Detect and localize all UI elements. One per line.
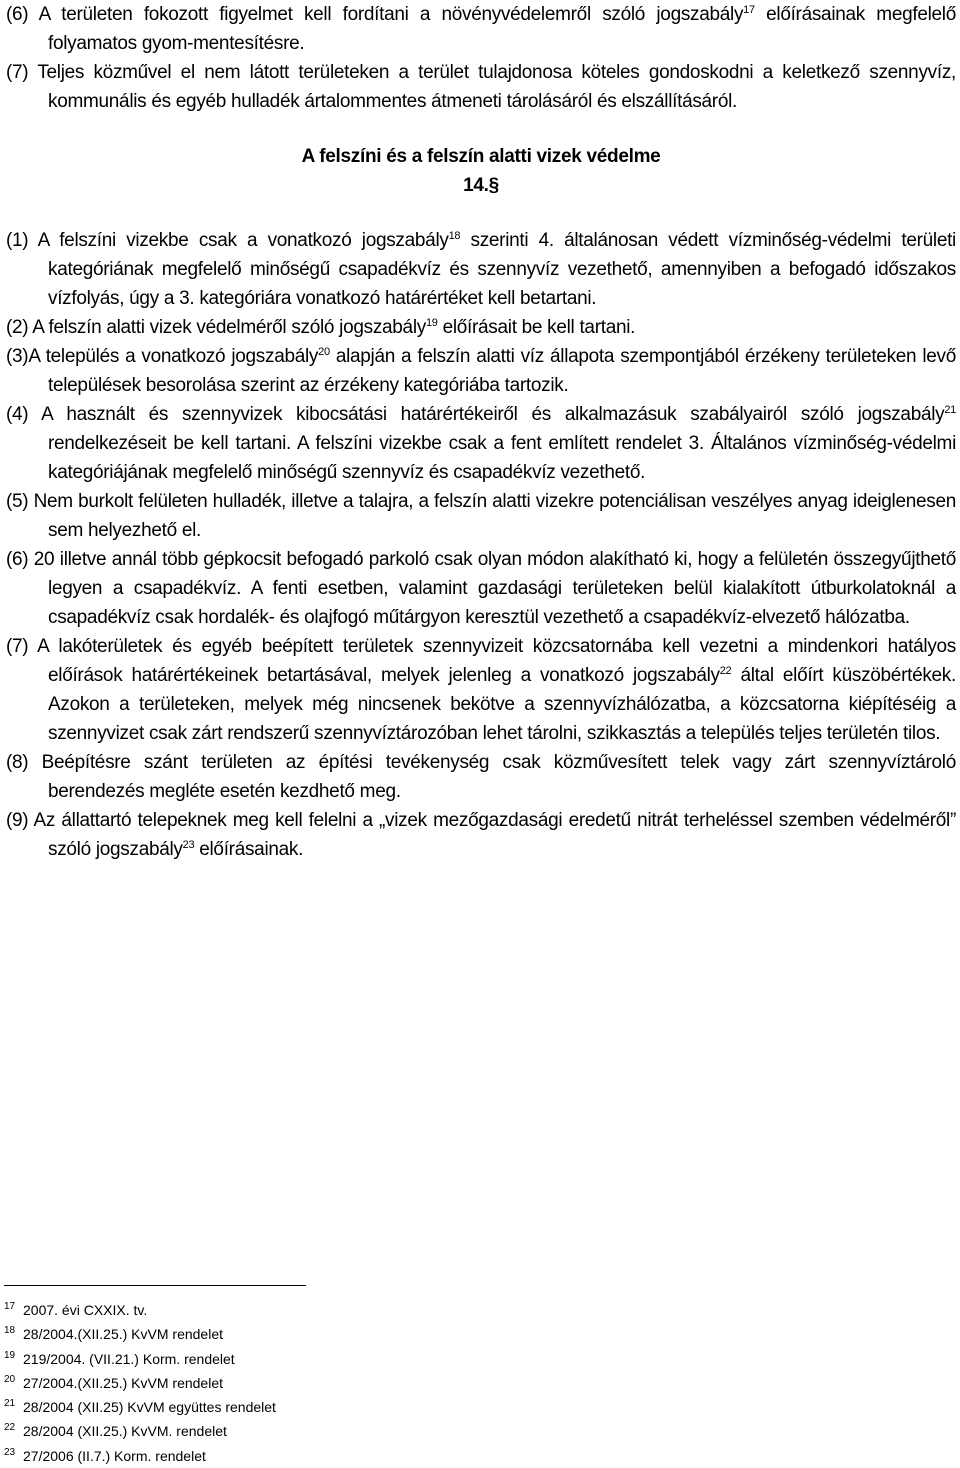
footnote-text: 28/2004.(XII.25.) KvVM rendelet (23, 1326, 223, 1343)
footnote-text: 28/2004 (XII.25.) KvVM. rendelet (23, 1423, 227, 1440)
paragraph-text: (7) Teljes közművel el nem látott területeken a terület tulajdonosa köteles gondoskodni a keletkező szennyvíz, kommunális és egyéb hulladék ártalommentes átmeneti tárolásáról és elszállításáról. (6, 62, 956, 112)
paragraph-8 (6, 748, 956, 806)
footnote-text: 27/2006 (II.7.) Korm. rendelet (23, 1447, 206, 1464)
footnote-23: $^{23}$ 27/2006 (II.7.) Korm. rendelet (4, 1446, 206, 1464)
paragraph-text: előírásainak megfelelő folyamatos gyom-mentesítésre. (48, 4, 956, 54)
footnote-separator (4, 1285, 306, 1286)
footnote-ref[interactable]: 18 (448, 230, 461, 242)
section-14-paragraphs (6, 226, 956, 864)
footnote-text: 2007. évi CXXIX. tv. (23, 1302, 148, 1318)
paragraph-text: (7) A lakóterületek és egyéb beépített területek szennyvizeit közcsatornába kell vezetni a mindenkori hatályos előírások határértékeinek betartásával, melyek jelenleg a vonatkozó jogszabály (6, 636, 956, 686)
paragraph-1 (6, 226, 956, 313)
paragraph-text: (1) A felszíni vizekbe csak a vonatkozó jogszabály (6, 230, 449, 251)
paragraph-text: (6) A területen fokozott figyelmet kell fordítani a növényvédelemről szóló jogszabály (6, 4, 744, 25)
footnote-17: $^{17}$ 2007. évi CXXIX. tv. (4, 1301, 148, 1318)
paragraph-text: (4) A használt és szennyvizek kibocsátási határértékeiről és alkalmazásuk szabályairól szóló jogszabály (6, 404, 945, 425)
paragraph-text: (6) 20 illetve annál több gépkocsit befogadó parkoló csak olyan módon alakítható ki, hogy a felületén összegyűjthető legyen a csapadékvíz. A fenti esetben, valamint gazdasági területeken belül kialakított útburkolatoknál a csapadékvíz csak hordalék- és olajfogó műtárgyon keresztül vezethető a csapadékvíz-elvezető hálózatba. (6, 549, 956, 628)
footnote-text: 28/2004 (XII.25) KvVM együttes rendelet (23, 1399, 276, 1416)
section-sign-icon: § (488, 175, 499, 196)
paragraph-5 (6, 487, 956, 545)
paragraph-text: szerinti 4. általánosan védett vízminőség-védelmi területi kategóriának megfelelő minőségű csapadékvíz és szennyvíz vezethető, amennyiben a befogadó időszakos vízfolyás, úgy a 3. kategóriára vonatkozó határértéket kell betartani. (48, 230, 956, 309)
paragraph-text: (5) Nem burkolt felületen hulladék, illetve a talajra, a felszín alatti vizekre potenciálisan veszélyes anyag ideiglenesen sem helyezhető el. (6, 491, 956, 541)
section-title: A felszíni és a felszín alatti vizek védelme (301, 146, 661, 167)
paragraph-text: által előírt küszöbértékek. Azokon a területeken, melyek még nincsenek bekötve a szennyvízhálózatba, a közcsatorna kiépítéséig a szennyvizet csak zárt rendszerű szennyvíztározóban lehet tárolni, szikkasztás a település teljes területén tilos. (48, 665, 956, 744)
paragraph-text: (3)A település a vonatkozó jogszabály (6, 346, 319, 367)
footnote-18: $^{18}$ 28/2004.(XII.25.) KvVM rendelet (4, 1325, 223, 1343)
section-heading (6, 142, 956, 200)
footnotes (4, 1298, 604, 1468)
footnote-21: $^{21}$ 28/2004 (XII.25) KvVM együttes rendelet (4, 1398, 276, 1416)
paragraph-6 (6, 545, 956, 632)
section-number (6, 171, 956, 200)
paragraph-7-utilities (6, 58, 956, 116)
paragraph-9 (6, 806, 956, 864)
paragraph-text: rendelkezéseit be kell tartani. A felszíni vizekbe csak a fent említett rendelet 3. Általános vízminőség-védelmi kategóriájának megfelelő minőségű szennyvíz és csapadékvíz vezethető. (48, 433, 956, 483)
footnote-ref[interactable]: 22 (719, 665, 732, 677)
footnote-22: $^{22}$ 28/2004 (XII.25.) KvVM. rendelet (4, 1422, 227, 1440)
footnote-ref[interactable]: 17 (743, 4, 755, 16)
footnote-ref[interactable]: 19 (425, 317, 438, 329)
footnote-ref[interactable]: 23 (182, 839, 195, 851)
paragraph-text: előírásait be kell tartani. (437, 317, 636, 338)
footnote-ref[interactable]: 20 (318, 346, 330, 358)
paragraph-text: alapján a felszín alatti víz állapota szempontjából érzékeny területeken levő települések besorolása szerint az érzékeny kategóriába tartozik. (48, 346, 957, 396)
footnote-text: 27/2004.(XII.25.) KvVM rendelet (23, 1374, 223, 1391)
paragraph-text: (8) Beépítésre szánt területen az építési tevékenység csak közművesített telek vagy zárt szennyvíztároló berendezés megléte esetén kezdhető meg. (6, 752, 956, 802)
paragraph-3 (6, 342, 956, 400)
paragraph-text: előírásainak. (194, 839, 304, 860)
paragraph-4 (6, 400, 956, 487)
section-number-text: 14. (463, 175, 489, 196)
top-paragraphs (6, 0, 956, 116)
paragraph-text: (9) Az állattartó telepeknek meg kell felelni a „vizek mezőgazdasági eredetű nitrát terheléssel szemben védelméről” szóló jogszabály (6, 810, 956, 860)
paragraph-7 (6, 632, 956, 748)
footnote-19: $^{19}$ 219/2004. (VII.21.) Korm. rendelet (4, 1349, 235, 1367)
paragraph-text: (2) A felszín alatti vizek védelméről szóló jogszabály (6, 317, 426, 338)
paragraph-2 (6, 313, 956, 342)
footnote-20: $^{20}$ 27/2004.(XII.25.) KvVM rendelet (4, 1373, 223, 1391)
footnote-text: 219/2004. (VII.21.) Korm. rendelet (23, 1350, 235, 1367)
footnote-ref[interactable]: 21 (944, 404, 956, 416)
paragraph-6-plant-protection (6, 0, 956, 58)
